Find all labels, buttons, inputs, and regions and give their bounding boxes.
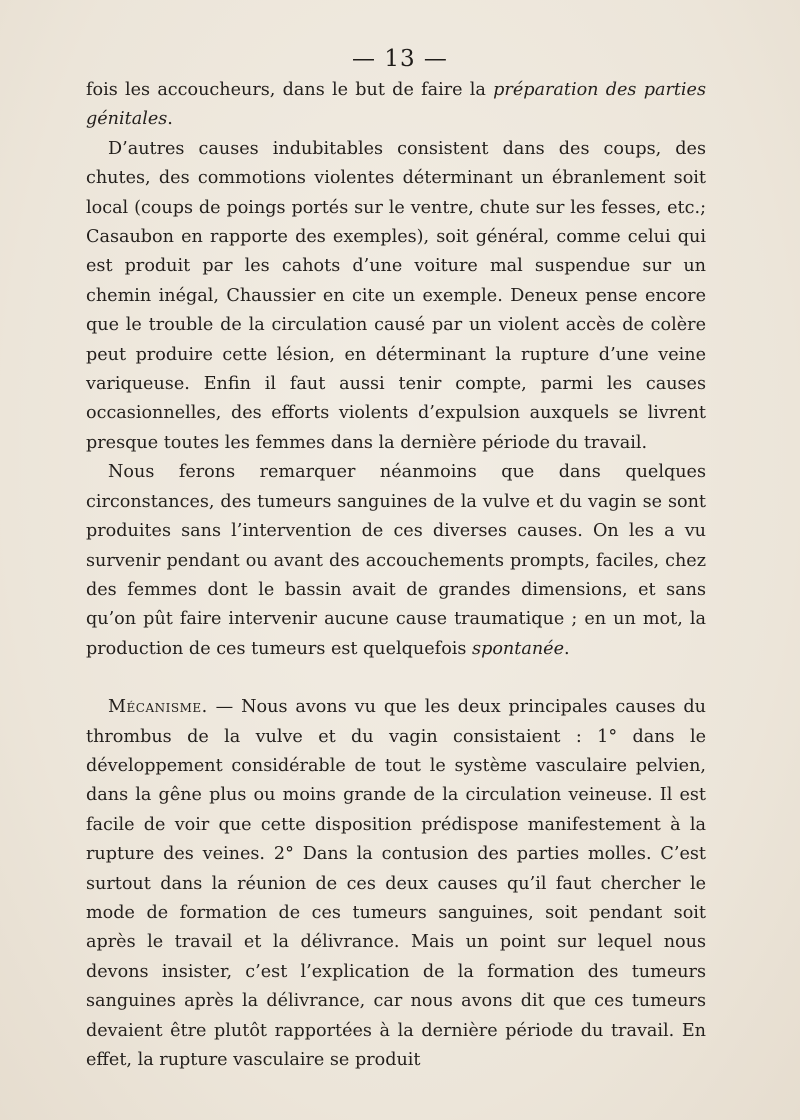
paragraph-2: D’autres causes indubitables consistent dans des coups, des chutes, des commotions violentes déterminant un ébranlement soit local (coups de poings portés sur le ventre, chute sur les fesses, etc.; Casaubon en rapporte des exemples), soit général, comme celui qui est produit par les cahots d’une voiture mal suspendue sur un chemin inégal, Chaussier en cite un exemple. Deneux pense encore que le trouble de la circulation causé par un violent accès de colère peut produire cette lésion, en déterminant la rupture d’une veine variqueuse. Enfin il faut aussi tenir compte, parmi les causes occasionnelles, des efforts violents d’expulsion auxquels se livrent presque toutes les femmes dans la dernière période du travail. [86,138,706,453]
paragraph-3-text: Nous ferons remarquer néanmoins que dans quelques circonstances, des tumeurs sanguines de la vulve et du vagin se sont produites sans l’intervention de ces diverses causes. On les a vu survenir pendant ou avant des accouchements prompts, faciles, chez des femmes dont le bassin avait de grandes dimensions, et sans qu’on pût faire intervenir aucune cause traumatique ; en un mot, la production de ces tumeurs est quelquefois [86,462,706,659]
paragraph-1-text: fois les accoucheurs, dans le but de faire la [86,80,494,100]
paragraph-3-end: . [563,638,570,659]
paragraph-4 [86,693,706,1075]
paragraph-1-italic: préparation des parties génitales [86,80,707,130]
paragraph-3-italic: spontanée [472,638,564,659]
section-heading: Mécanisme. [108,697,208,718]
page-number: — 13 — [352,46,448,72]
paragraph-3 [86,458,706,664]
paragraph-1-end: . [167,109,173,130]
paragraph-1 [86,76,706,135]
body-text [86,76,706,1075]
paragraph-4-text: — Nous avons vu que les deux principales causes du thrombus de la vulve et du vagin consistaient : 1° dans le développement considérable de tout le système vasculaire pelvien, dans la gêne plus ou moins grande de la circulation veineuse. Il est facile de voir que cette disposition prédispose manifestement à la rupture des veines. 2° Dans la contusion des parties molles. C’est surtout dans la réunion de ces deux causes qu’il faut chercher le mode de formation de ces tumeurs sanguines, soit pendant soit après le travail et la délivrance. Mais un point sur lequel nous devons insister, c’est l’explication de la formation des tumeurs sanguines après la délivrance, car nous avons dit que ces tumeurs devaient être plutôt rapportées à la dernière période du travail. En effet, la rupture vasculaire se produit [86,697,706,1070]
